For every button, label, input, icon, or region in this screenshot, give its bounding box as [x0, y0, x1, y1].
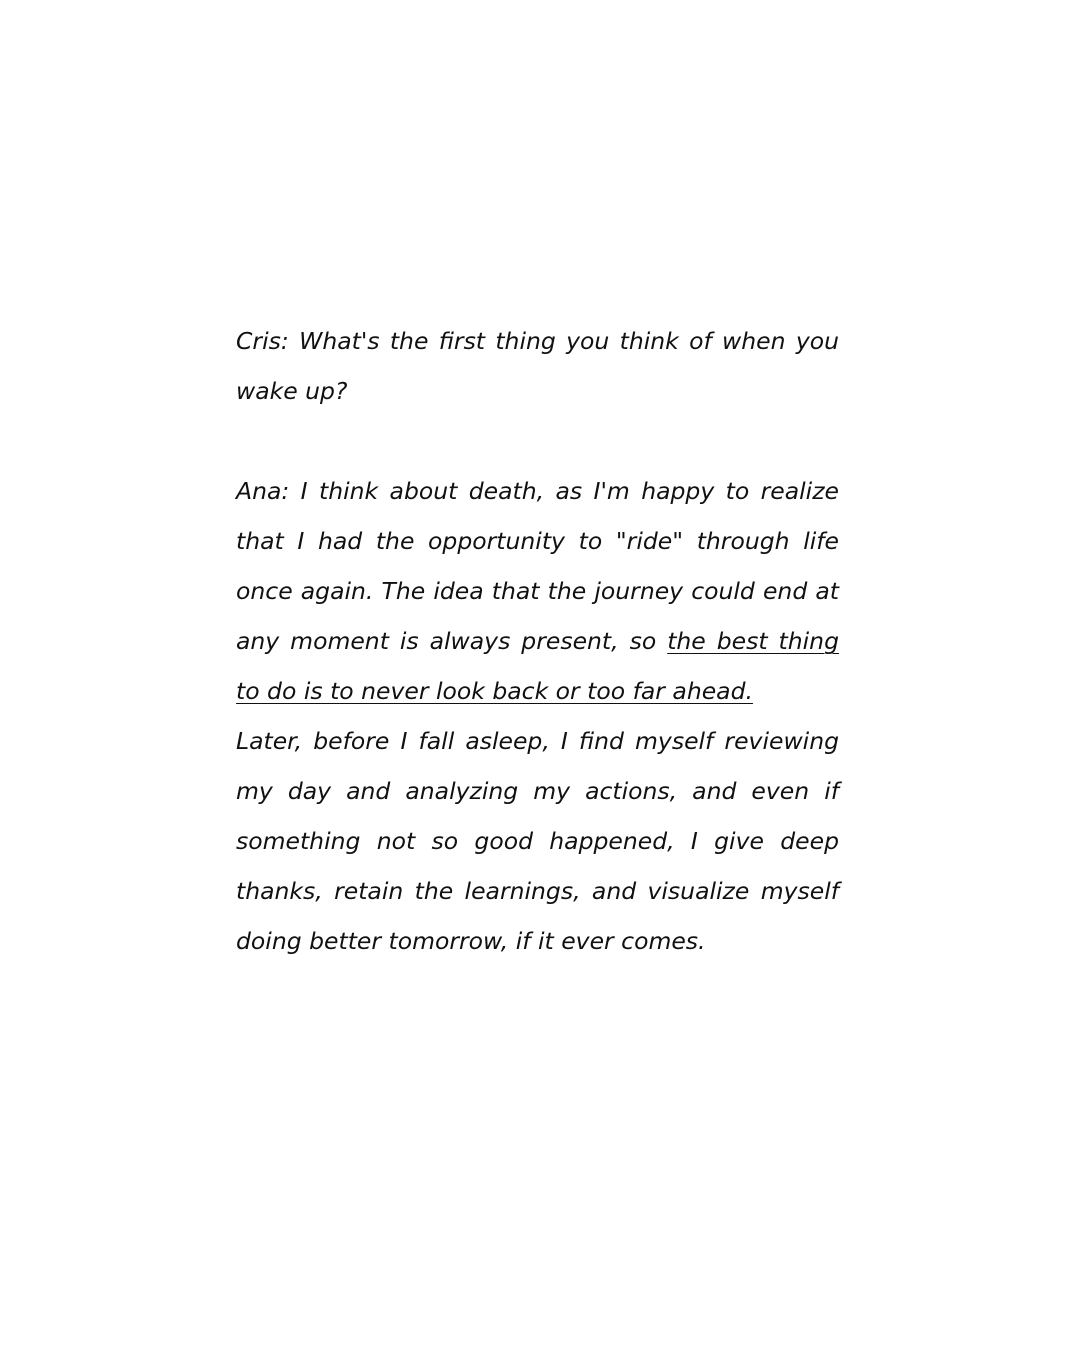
dialogue-text [236, 316, 839, 966]
question-paragraph: Cris: What's the first thing you think of when you wake up? [236, 327, 839, 405]
answer-paragraph [236, 466, 839, 716]
answer-emphasis-text: the best thing to do is to never look back or too far ahead. [236, 627, 839, 705]
paragraph-gap [236, 416, 839, 466]
answer-continuation-paragraph: Later, before I fall asleep, I find myself reviewing my day and analyzing my actions, and even if something not so good happened, I give deep thanks, retain the learnings, and visualize myself doing better tomorrow, if it ever comes. [236, 727, 839, 955]
answer-lead-text: Ana: I think about death, as I'm happy to realize that I had the opportunity to "ride" through life once again. The idea that the journey could end at any moment is always present, so [236, 477, 839, 655]
